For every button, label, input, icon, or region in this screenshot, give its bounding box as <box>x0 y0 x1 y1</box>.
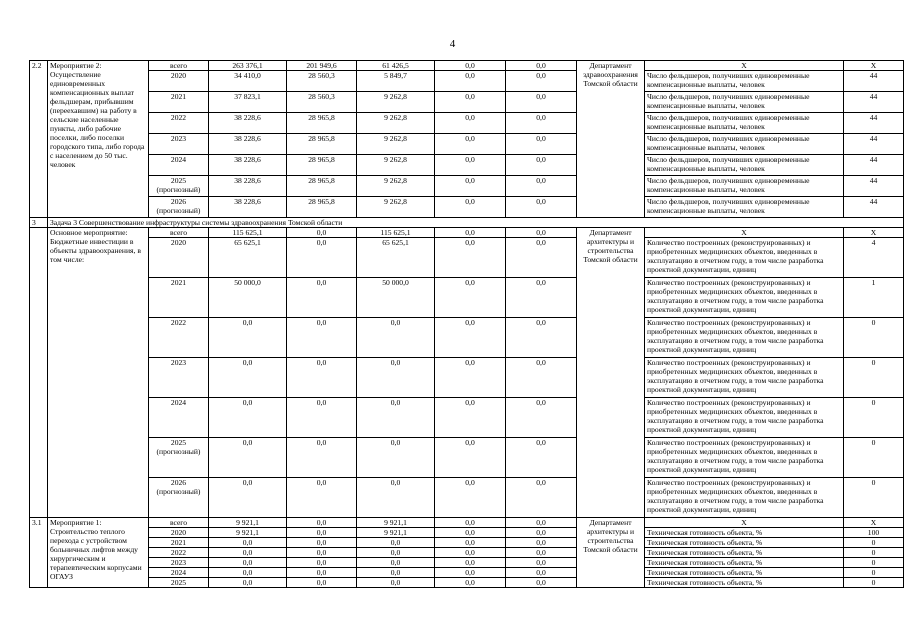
local-cell: 0,0 <box>435 113 506 134</box>
table-row <box>30 92 904 113</box>
regional-cell: 0,0 <box>357 578 435 588</box>
total-cell: 34 410,0 <box>209 71 287 92</box>
regional-cell: 9 262,8 <box>357 155 435 176</box>
other-sources-cell: 0,0 <box>506 71 577 92</box>
year-cell: 2025 (прогнозный) <box>149 438 209 478</box>
local-cell: 0,0 <box>435 61 506 71</box>
indicator-cell: Число фельдшеров, получивших единовременные компенсационные выплаты, человек <box>645 197 844 218</box>
local-cell: 0,0 <box>435 478 506 518</box>
year-cell: всего <box>149 518 209 528</box>
indicator-value-cell: 0 <box>844 358 904 398</box>
regional-cell: 9 262,8 <box>357 197 435 218</box>
year-cell: всего <box>149 61 209 71</box>
table-row <box>30 358 904 398</box>
year-cell: 2022 <box>149 548 209 558</box>
indicator-value-cell: Х <box>844 228 904 238</box>
indicator-cell: Количество построенных (реконструированных) и приобретенных медицинских объектов, введенных в эксплуатацию в отчетном году, в том числе разработка проектной документации, единиц <box>645 358 844 398</box>
indicator-value-cell: 44 <box>844 134 904 155</box>
indicator-cell: Техническая готовность объекта, % <box>645 528 844 538</box>
indicator-cell: Техническая готовность объекта, % <box>645 538 844 548</box>
indicator-cell: Количество построенных (реконструированных) и приобретенных медицинских объектов, введенных в эксплуатацию в отчетном году, в том числе разработка проектной документации, единиц <box>645 318 844 358</box>
other-sources-cell: 0,0 <box>506 528 577 538</box>
federal-cell: 0,0 <box>287 518 357 528</box>
federal-cell: 0,0 <box>287 558 357 568</box>
other-sources-cell: 0,0 <box>506 548 577 558</box>
federal-cell: 28 965,8 <box>287 134 357 155</box>
year-cell: 2025 <box>149 578 209 588</box>
indicator-value-cell: 0 <box>844 548 904 558</box>
indicator-value-cell: 44 <box>844 155 904 176</box>
other-sources-cell: 0,0 <box>506 238 577 278</box>
regional-cell: 115 625,1 <box>357 228 435 238</box>
indicator-value-cell: 44 <box>844 92 904 113</box>
year-cell: 2020 <box>149 71 209 92</box>
table-row <box>30 197 904 218</box>
indicator-value-cell: 0 <box>844 438 904 478</box>
regional-cell: 0,0 <box>357 538 435 548</box>
table-row <box>30 558 904 568</box>
regional-cell: 0,0 <box>357 568 435 578</box>
total-cell: 0,0 <box>209 548 287 558</box>
local-cell: 0,0 <box>435 528 506 538</box>
total-cell: 9 921,1 <box>209 528 287 538</box>
total-cell: 115 625,1 <box>209 228 287 238</box>
indicator-value-cell: 0 <box>844 558 904 568</box>
indicator-cell: Количество построенных (реконструированных) и приобретенных медицинских объектов, введенных в эксплуатацию в отчетном году, в том числе разработка проектной документации, единиц <box>645 438 844 478</box>
federal-cell: 28 965,8 <box>287 197 357 218</box>
total-cell: 38 228,6 <box>209 176 287 197</box>
regional-cell: 61 426,5 <box>357 61 435 71</box>
task-title: Задача 3 Совершенствование инфраструктуры системы здравоохранения Томской области <box>48 218 904 228</box>
other-sources-cell: 0,0 <box>506 197 577 218</box>
federal-cell: 0,0 <box>287 438 357 478</box>
indicator-value-cell: 44 <box>844 176 904 197</box>
regional-cell: 0,0 <box>357 398 435 438</box>
federal-cell: 0,0 <box>287 318 357 358</box>
regional-cell: 9 262,8 <box>357 113 435 134</box>
federal-cell: 28 965,8 <box>287 113 357 134</box>
local-cell: 0,0 <box>435 558 506 568</box>
indicator-value-cell: 44 <box>844 113 904 134</box>
total-cell: 38 228,6 <box>209 197 287 218</box>
other-sources-cell: 0,0 <box>506 538 577 548</box>
total-cell: 37 823,1 <box>209 92 287 113</box>
table-row <box>30 538 904 548</box>
event-title: Мероприятие 1: Строительство теплого перехода с устройством больничных лифтов между хирургическим и терапевтическим корпусами ОГАУЗ <box>48 518 149 588</box>
total-cell: 0,0 <box>209 478 287 518</box>
regional-cell: 9 262,8 <box>357 176 435 197</box>
federal-cell: 0,0 <box>287 578 357 588</box>
indicator-cell: Число фельдшеров, получивших единовременные компенсационные выплаты, человек <box>645 71 844 92</box>
year-cell: 2020 <box>149 528 209 538</box>
executor-cell: Департамент архитектуры и строительства Томской области <box>577 518 645 588</box>
table-row <box>30 578 904 588</box>
event-title: Основное мероприятие: Бюджетные инвестиции в объекты здравоохранения, в том числе: <box>48 228 149 518</box>
total-cell: 38 228,6 <box>209 134 287 155</box>
total-cell: 65 625,1 <box>209 238 287 278</box>
indicator-value-cell: 0 <box>844 398 904 438</box>
federal-cell: 0,0 <box>287 278 357 318</box>
other-sources-cell: 0,0 <box>506 518 577 528</box>
total-cell: 0,0 <box>209 398 287 438</box>
other-sources-cell: 0,0 <box>506 61 577 71</box>
regional-cell: 0,0 <box>357 318 435 358</box>
row-number: 2.2 <box>30 61 48 218</box>
regional-cell: 0,0 <box>357 548 435 558</box>
table-row <box>30 438 904 478</box>
other-sources-cell: 0,0 <box>506 438 577 478</box>
task-number: 3 <box>30 218 48 228</box>
local-cell: 0,0 <box>435 518 506 528</box>
local-cell: 0,0 <box>435 155 506 176</box>
local-cell: 0,0 <box>435 578 506 588</box>
table-row <box>30 528 904 538</box>
local-cell: 0,0 <box>435 197 506 218</box>
table-row <box>30 318 904 358</box>
other-sources-cell: 0,0 <box>506 134 577 155</box>
total-cell: 9 921,1 <box>209 518 287 528</box>
table-row <box>30 398 904 438</box>
local-cell: 0,0 <box>435 228 506 238</box>
indicator-value-cell: 1 <box>844 278 904 318</box>
indicator-cell: Число фельдшеров, получивших единовременные компенсационные выплаты, человек <box>645 92 844 113</box>
year-cell: 2026 (прогнозный) <box>149 478 209 518</box>
federal-cell: 0,0 <box>287 358 357 398</box>
local-cell: 0,0 <box>435 278 506 318</box>
indicator-cell: Число фельдшеров, получивших единовременные компенсационные выплаты, человек <box>645 176 844 197</box>
indicator-cell: Х <box>645 61 844 71</box>
local-cell: 0,0 <box>435 568 506 578</box>
indicator-value-cell: Х <box>844 61 904 71</box>
local-cell: 0,0 <box>435 238 506 278</box>
indicator-cell: Число фельдшеров, получивших единовременные компенсационные выплаты, человек <box>645 113 844 134</box>
event-title: Мероприятие 2: Осуществление единовременных компенсационных выплат фельдшерам, прибывшим (переехавшим) на работу в сельские населенные пункты, либо рабочие поселки, либо поселки городского типа, либо города с населением до 50 тыс. человек <box>48 61 149 218</box>
year-cell: 2025 (прогнозный) <box>149 176 209 197</box>
table-row <box>30 518 904 528</box>
total-cell: 0,0 <box>209 538 287 548</box>
other-sources-cell: 0,0 <box>506 113 577 134</box>
total-cell: 38 228,6 <box>209 155 287 176</box>
regional-cell: 9 262,8 <box>357 92 435 113</box>
federal-cell: 0,0 <box>287 398 357 438</box>
total-cell: 263 376,1 <box>209 61 287 71</box>
local-cell: 0,0 <box>435 176 506 197</box>
federal-cell: 0,0 <box>287 568 357 578</box>
other-sources-cell: 0,0 <box>506 92 577 113</box>
indicator-value-cell: 0 <box>844 538 904 548</box>
other-sources-cell: 0,0 <box>506 578 577 588</box>
indicator-cell: Техническая готовность объекта, % <box>645 578 844 588</box>
indicator-cell: Техническая готовность объекта, % <box>645 548 844 558</box>
year-cell: всего <box>149 228 209 238</box>
regional-cell: 0,0 <box>357 558 435 568</box>
local-cell: 0,0 <box>435 92 506 113</box>
table-row <box>30 228 904 238</box>
regional-cell: 0,0 <box>357 358 435 398</box>
indicator-value-cell: 4 <box>844 238 904 278</box>
federal-cell: 0,0 <box>287 238 357 278</box>
regional-cell: 65 625,1 <box>357 238 435 278</box>
local-cell: 0,0 <box>435 358 506 398</box>
table-row <box>30 548 904 558</box>
indicator-value-cell: 0 <box>844 568 904 578</box>
table-row <box>30 238 904 278</box>
local-cell: 0,0 <box>435 538 506 548</box>
indicator-cell: Техническая готовность объекта, % <box>645 558 844 568</box>
federal-cell: 0,0 <box>287 538 357 548</box>
regional-cell: 9 262,8 <box>357 134 435 155</box>
other-sources-cell: 0,0 <box>506 558 577 568</box>
indicator-cell: Техническая готовность объекта, % <box>645 568 844 578</box>
indicator-cell: Количество построенных (реконструированных) и приобретенных медицинских объектов, введенных в эксплуатацию в отчетном году, в том числе разработка проектной документации, единиц <box>645 278 844 318</box>
other-sources-cell: 0,0 <box>506 176 577 197</box>
local-cell: 0,0 <box>435 134 506 155</box>
other-sources-cell: 0,0 <box>506 278 577 318</box>
year-cell: 2022 <box>149 318 209 358</box>
row-number <box>30 228 48 518</box>
year-cell: 2021 <box>149 538 209 548</box>
other-sources-cell: 0,0 <box>506 358 577 398</box>
indicator-value-cell: 0 <box>844 578 904 588</box>
indicator-cell: Х <box>645 228 844 238</box>
table-row <box>30 61 904 71</box>
other-sources-cell: 0,0 <box>506 228 577 238</box>
local-cell: 0,0 <box>435 398 506 438</box>
local-cell: 0,0 <box>435 438 506 478</box>
federal-cell: 0,0 <box>287 548 357 558</box>
executor-cell: Департамент здравоохранения Томской области <box>577 61 645 218</box>
other-sources-cell: 0,0 <box>506 398 577 438</box>
local-cell: 0,0 <box>435 71 506 92</box>
table-row <box>30 134 904 155</box>
other-sources-cell: 0,0 <box>506 568 577 578</box>
federal-cell: 0,0 <box>287 228 357 238</box>
total-cell: 50 000,0 <box>209 278 287 318</box>
regional-cell: 5 849,7 <box>357 71 435 92</box>
other-sources-cell: 0,0 <box>506 318 577 358</box>
table-row <box>30 278 904 318</box>
local-cell: 0,0 <box>435 548 506 558</box>
year-cell: 2021 <box>149 92 209 113</box>
indicator-value-cell: 44 <box>844 71 904 92</box>
year-cell: 2020 <box>149 238 209 278</box>
indicator-cell: Число фельдшеров, получивших единовременные компенсационные выплаты, человек <box>645 155 844 176</box>
indicator-value-cell: Х <box>844 518 904 528</box>
row-number: 3.1 <box>30 518 48 588</box>
federal-cell: 28 965,8 <box>287 155 357 176</box>
local-cell: 0,0 <box>435 318 506 358</box>
program-table <box>29 60 904 588</box>
regional-cell: 9 921,1 <box>357 518 435 528</box>
page-number: 4 <box>449 38 456 50</box>
indicator-cell: Число фельдшеров, получивших единовременные компенсационные выплаты, человек <box>645 134 844 155</box>
year-cell: 2024 <box>149 398 209 438</box>
table-row <box>30 155 904 176</box>
total-cell: 0,0 <box>209 318 287 358</box>
year-cell: 2023 <box>149 558 209 568</box>
federal-cell: 28 560,3 <box>287 71 357 92</box>
regional-cell: 0,0 <box>357 438 435 478</box>
indicator-cell: Х <box>645 518 844 528</box>
year-cell: 2023 <box>149 358 209 398</box>
regional-cell: 0,0 <box>357 478 435 518</box>
total-cell: 0,0 <box>209 578 287 588</box>
indicator-cell: Количество построенных (реконструированных) и приобретенных медицинских объектов, введенных в эксплуатацию в отчетном году, в том числе разработка проектной документации, единиц <box>645 398 844 438</box>
table-row <box>30 478 904 518</box>
table-row <box>30 176 904 197</box>
indicator-value-cell: 0 <box>844 318 904 358</box>
year-cell: 2021 <box>149 278 209 318</box>
indicator-cell: Количество построенных (реконструированных) и приобретенных медицинских объектов, введенных в эксплуатацию в отчетном году, в том числе разработка проектной документации, единиц <box>645 478 844 518</box>
regional-cell: 9 921,1 <box>357 528 435 538</box>
federal-cell: 0,0 <box>287 528 357 538</box>
total-cell: 0,0 <box>209 438 287 478</box>
total-cell: 0,0 <box>209 558 287 568</box>
total-cell: 0,0 <box>209 358 287 398</box>
year-cell: 2024 <box>149 568 209 578</box>
year-cell: 2024 <box>149 155 209 176</box>
federal-cell: 28 560,3 <box>287 92 357 113</box>
federal-cell: 0,0 <box>287 478 357 518</box>
other-sources-cell: 0,0 <box>506 478 577 518</box>
indicator-value-cell: 100 <box>844 528 904 538</box>
table-row <box>30 568 904 578</box>
indicator-cell: Количество построенных (реконструированных) и приобретенных медицинских объектов, введенных в эксплуатацию в отчетном году, в том числе разработка проектной документации, единиц <box>645 238 844 278</box>
federal-cell: 28 965,8 <box>287 176 357 197</box>
regional-cell: 50 000,0 <box>357 278 435 318</box>
executor-cell: Департамент архитектуры и строительства Томской области <box>577 228 645 518</box>
table-row <box>30 71 904 92</box>
year-cell: 2026 (прогнозный) <box>149 197 209 218</box>
total-cell: 0,0 <box>209 568 287 578</box>
other-sources-cell: 0,0 <box>506 155 577 176</box>
indicator-value-cell: 0 <box>844 478 904 518</box>
total-cell: 38 228,6 <box>209 113 287 134</box>
year-cell: 2023 <box>149 134 209 155</box>
table-row <box>30 113 904 134</box>
year-cell: 2022 <box>149 113 209 134</box>
indicator-value-cell: 44 <box>844 197 904 218</box>
federal-cell: 201 949,6 <box>287 61 357 71</box>
task-header-row <box>30 218 904 228</box>
